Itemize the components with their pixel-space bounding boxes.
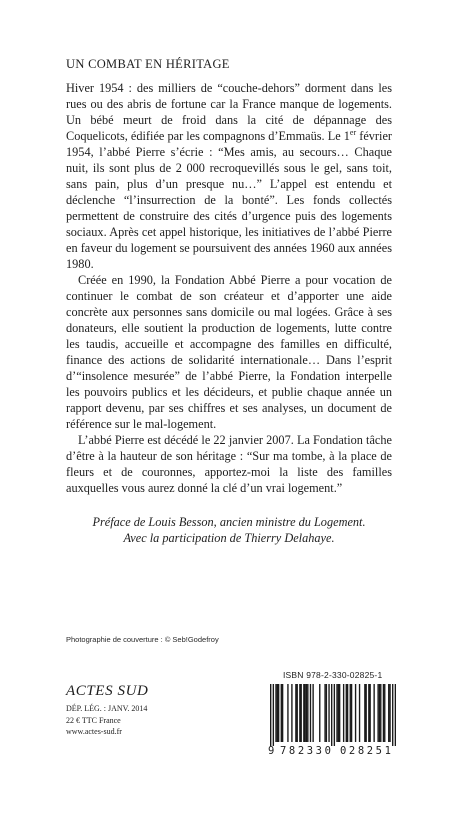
barcode-bar bbox=[301, 684, 302, 742]
barcode-bar bbox=[343, 684, 344, 742]
barcode-bar bbox=[334, 684, 335, 746]
barcode-bar bbox=[338, 684, 339, 742]
barcode-first-digit: 9 bbox=[268, 745, 275, 757]
barcode bbox=[270, 684, 396, 746]
credits bbox=[66, 514, 392, 546]
paragraph-1 bbox=[66, 80, 392, 272]
barcode-bar bbox=[364, 684, 365, 742]
barcode-bar bbox=[331, 684, 332, 746]
barcode-bar bbox=[291, 684, 292, 742]
barcode-bar bbox=[295, 684, 296, 742]
barcode-bar bbox=[383, 684, 384, 742]
barcode-bar bbox=[355, 684, 356, 742]
barcode-bar bbox=[392, 684, 393, 746]
barcode-bar bbox=[278, 684, 279, 742]
legal-deposit: DÉP. LÉG. : JANV. 2014 bbox=[66, 704, 148, 713]
barcode-bar bbox=[273, 684, 274, 746]
publication-info bbox=[66, 703, 147, 738]
barcode-bar bbox=[303, 684, 304, 742]
barcode-bar bbox=[380, 684, 381, 742]
barcode-bar bbox=[310, 684, 311, 742]
barcode-bar bbox=[377, 684, 378, 742]
barcode-bar bbox=[365, 684, 366, 742]
price: 22 € TTC France bbox=[66, 715, 121, 725]
barcode-bar bbox=[306, 684, 307, 742]
barcode-bar bbox=[373, 684, 374, 742]
paragraph-3: L’abbé Pierre est décédé le 22 janvier 2007. La Fondation tâche d’être à la hauteur de son héritage : “Sur ma tombe, à la place de fleurs et de couronnes, apportez-moi la liste des familles auxquelles vous aurez donné la clé d’un vrai logement.” bbox=[66, 433, 392, 495]
barcode-bar bbox=[287, 684, 288, 742]
barcode-bar bbox=[389, 684, 390, 742]
barcode-bar bbox=[319, 684, 320, 742]
barcode-bar bbox=[347, 684, 348, 742]
barcode-left-group: 782330 bbox=[280, 745, 334, 757]
blurb-text bbox=[66, 80, 392, 496]
barcode-bar bbox=[369, 684, 370, 742]
barcode-bar bbox=[312, 684, 313, 742]
participation-credit: Avec la participation de Thierry Delahaye. bbox=[123, 531, 335, 545]
publisher-name: ACTES SUD bbox=[66, 683, 149, 699]
barcode-bar bbox=[277, 684, 278, 742]
section-heading: UN COMBAT EN HÉRITAGE bbox=[66, 57, 230, 71]
ordinal-superscript: er bbox=[349, 127, 357, 137]
barcode-bar bbox=[328, 684, 329, 742]
barcode-bar bbox=[395, 684, 396, 746]
barcode-bar bbox=[359, 684, 360, 742]
barcode-bar bbox=[339, 684, 340, 742]
photo-credit: Photographie de couverture : © Seb!Godefroy bbox=[66, 635, 219, 644]
barcode-bar bbox=[299, 684, 300, 742]
barcode-bar bbox=[281, 684, 282, 742]
barcode-bar bbox=[297, 684, 298, 742]
paragraph-2: Créée en 1990, la Fondation Abbé Pierre a pour vocation de continuer le combat de son créateur et d’apporter une aide concrète aux personnes sans domicile ou mal logées. Grâce à ses donateurs, elle soutient la production de logements, lutte contre les taudis, accueille et accompagne des familles en difficulté, finance des actions de solidarité internationale… Dans l’esprit d’“insolence mesurée” de l’abbé Pierre, la Fondation interpelle les pouvoirs publics et les décideurs, et publie chaque année un rapport devenu, par ses chiffres et ses analyses, un document de référence sur le mal-logement. bbox=[66, 273, 392, 431]
barcode-bar bbox=[324, 684, 325, 742]
barcode-bar bbox=[304, 684, 305, 742]
barcode-bar bbox=[368, 684, 369, 742]
barcode-bar bbox=[388, 684, 389, 742]
barcode-bar bbox=[307, 684, 308, 742]
barcode-bar bbox=[379, 684, 380, 742]
paragraph-1-start: Hiver 1954 : des milliers de “couche-dehors” dorment dans les rues ou des abris de fortune car la France manque de logements. Un bébé meurt de froid dans la cité de dépannage des Coquelicots, édifiée par les compagnons d’Emmaüs. Le 1 bbox=[66, 81, 392, 143]
barcode-bar bbox=[336, 684, 337, 742]
preface-credit: Préface de Louis Besson, ancien ministre du Logement. bbox=[92, 515, 366, 529]
barcode-bar bbox=[351, 684, 352, 742]
barcode-bar bbox=[275, 684, 276, 742]
paragraph-1-end: février 1954, l’abbé Pierre s’écrie : “Mes amis, au secours… Chaque nuit, ils sont plus de 2 000 recroquevillés sous le gel, sans toit, sans pain, plus d’un presque nu…” L’appel est entendu et déclenche “l’insurrection de la bonté”. Les fonds collectés permettent de construire des cités d’urgence puis des logements sociaux. Après cet appel historique, les initiatives de l’abbé Pierre en faveur du logement se poursuivent des années 1960 aux années 1980. bbox=[66, 129, 393, 271]
barcode-bar bbox=[270, 684, 271, 746]
barcode-bar bbox=[282, 684, 283, 742]
barcode-bar bbox=[350, 684, 351, 742]
isbn-label: ISBN 978-2-330-02825-1 bbox=[283, 670, 383, 680]
barcode-right-group: 028251 bbox=[340, 745, 394, 757]
website: www.actes-sud.fr bbox=[66, 727, 122, 736]
barcode-bar bbox=[346, 684, 347, 742]
barcode-bar bbox=[384, 684, 385, 742]
barcode-bar bbox=[326, 684, 327, 742]
